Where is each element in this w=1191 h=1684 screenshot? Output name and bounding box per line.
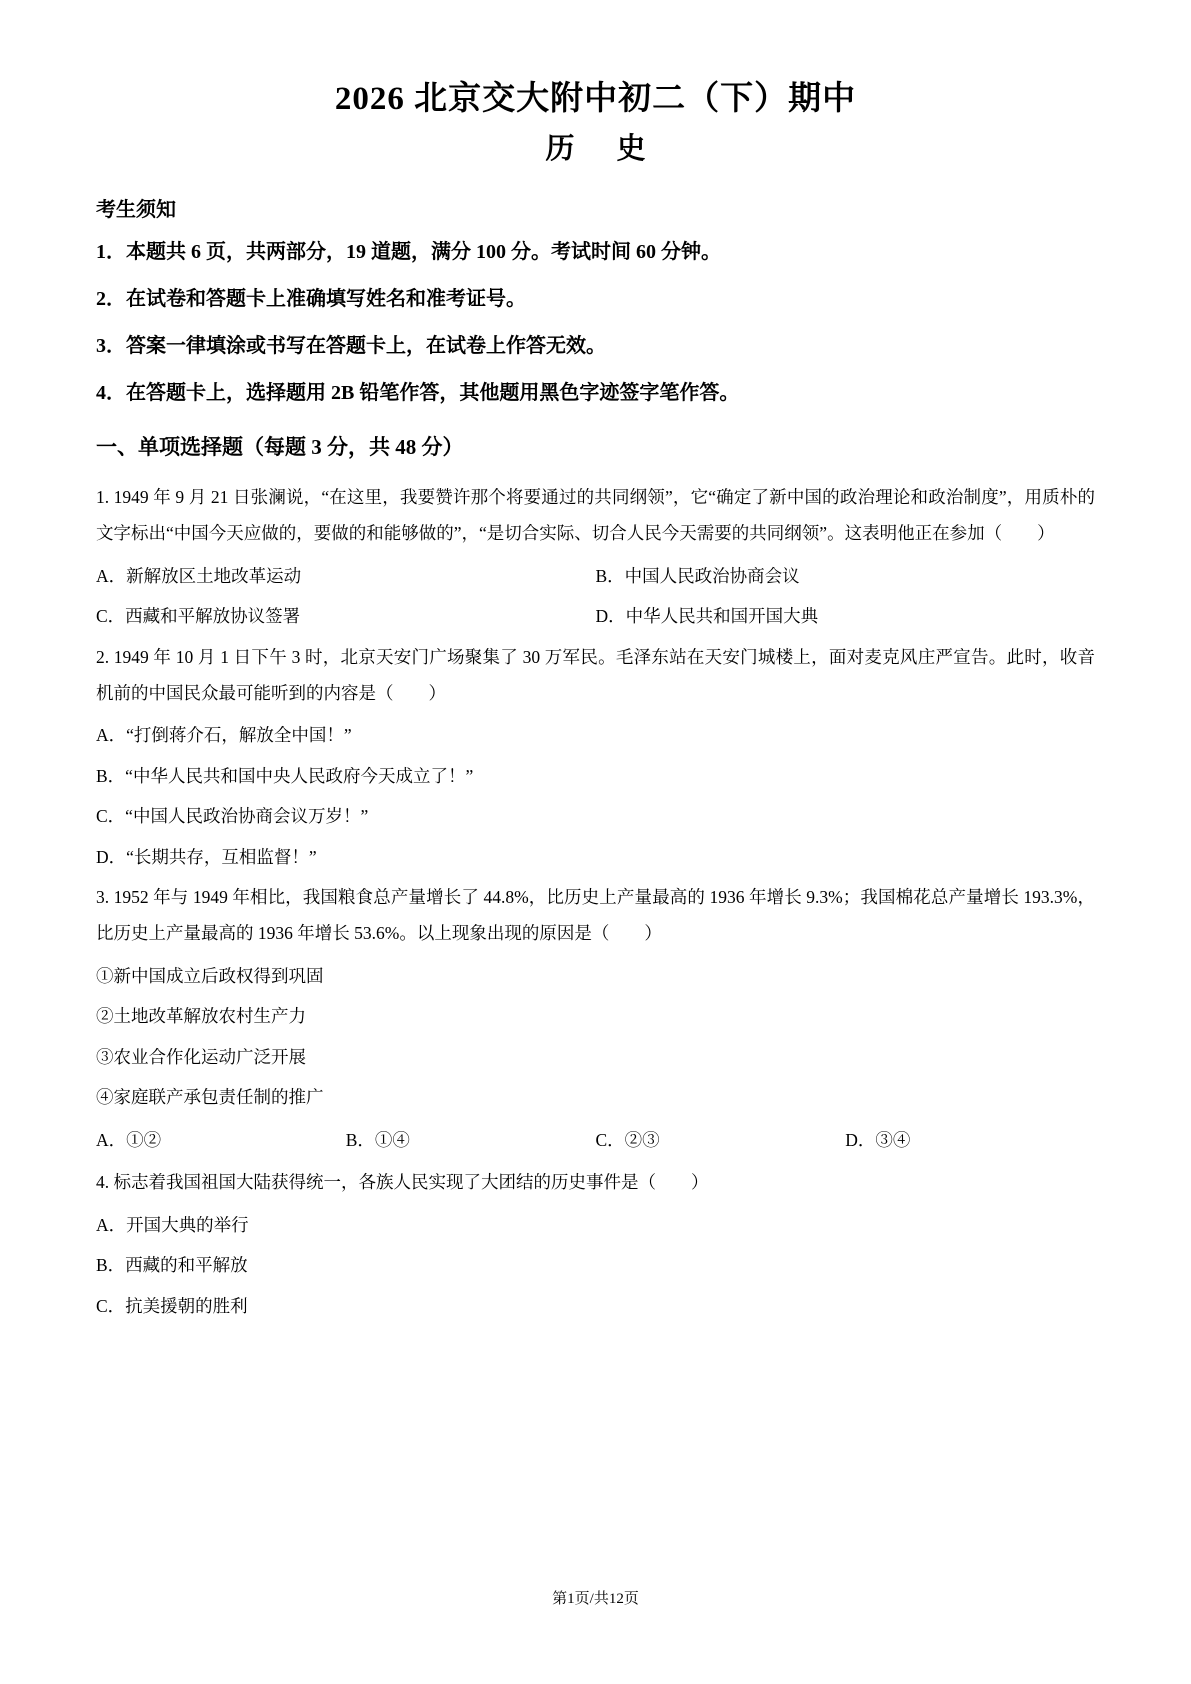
notice-item: 2．在试卷和答题卡上准确填写姓名和准考证号。 — [96, 287, 526, 310]
option-item[interactable]: D．“长期共存，互相监督！” — [96, 846, 317, 867]
option-item[interactable]: B．中国人民政治协商会议 — [595, 565, 800, 586]
subject-title — [96, 131, 1095, 169]
option-item[interactable]: B．西藏的和平解放 — [96, 1255, 248, 1276]
notice-item: 4．在答题卡上，选择题用 2B 铅笔作答，其他题用黑色字迹签字笔作答。 — [96, 381, 740, 404]
question-options — [96, 1123, 1095, 1158]
question-options — [96, 558, 1095, 594]
option-item[interactable]: A．新解放区土地改革运动 — [96, 565, 302, 586]
option-item[interactable]: A．①② — [96, 1130, 162, 1151]
page-footer: 第1页/共12页 — [552, 1591, 639, 1607]
question-stem: 4. 标志着我国祖国大陆获得统一，各族人民实现了大团结的历史事件是（ ） — [96, 1172, 709, 1193]
option-item[interactable]: B．“中华人民共和国中央人民政府今天成立了！” — [96, 765, 474, 786]
notice-item: 3．答案一律填涂或书写在答题卡上，在试卷上作答无效。 — [96, 334, 606, 357]
question-stem: 3. 1952 年与 1949 年相比，我国粮食总产量增长了 44.8%，比历史上产量最高的 1936 年增长 9.3%；我国棉花总产量增长 193.3%，比历史上产量最高的 1936 年增长 53.6%。以上现象出现的原因是（ ） — [96, 886, 1095, 944]
subject-title-right: 史 — [616, 132, 646, 165]
option-item[interactable]: B．①④ — [345, 1130, 410, 1151]
option-item[interactable]: D．③④ — [845, 1130, 911, 1151]
option-item[interactable]: A．“打倒蒋介石，解放全中国！” — [96, 725, 352, 746]
option-item[interactable]: C．“中国人民政治协商会议万岁！” — [96, 806, 369, 827]
question-stem: 2. 1949 年 10 月 1 日下午 3 时，北京天安门广场聚集了 30 万军民。毛泽东站在天安门城楼上，面对麦克风庄严宣告。此时，收音机前的中国民众最可能听到的内容是（ ） — [96, 646, 1095, 704]
page-title: 2026 北京交大附中初二（下）期中 — [334, 81, 857, 117]
option-item[interactable]: D．中华人民共和国开国大典 — [595, 606, 819, 627]
question-stem: 1. 1949 年 9 月 21 日张澜说，“在这里，我要赞许那个将要通过的共同纲领”，它“确定了新中国的政治理论和政治制度”，用质朴的文字标出“中国今天应做的，要做的和能够做的”，“是切合实际、切合人民今天需要的共同纲领”。这表明他正在参加（ ） — [96, 487, 1095, 544]
question-options — [96, 598, 1095, 634]
section-heading: 一、单项选择题（每题 3 分，共 48 分） — [96, 434, 464, 459]
notice-heading: 考生须知 — [96, 198, 176, 221]
question-sub-item: ①新中国成立后政权得到巩固 — [96, 965, 324, 986]
option-item[interactable]: C．抗美援朝的胜利 — [96, 1295, 248, 1316]
question-sub-item: ④家庭联产承包责任制的推广 — [96, 1086, 324, 1107]
option-item[interactable]: C．西藏和平解放协议签署 — [96, 606, 301, 627]
option-item[interactable]: A．开国大典的举行 — [96, 1214, 249, 1235]
question-sub-item: ③农业合作化运动广泛开展 — [96, 1046, 306, 1067]
notice-item: 1．本题共 6 页，共两部分，19 道题，满分 100 分。考试时间 60 分钟。 — [96, 240, 721, 263]
subject-title-left: 历 — [545, 132, 575, 165]
question-sub-item: ②土地改革解放农村生产力 — [96, 1006, 306, 1027]
option-item[interactable]: C．②③ — [595, 1130, 660, 1151]
